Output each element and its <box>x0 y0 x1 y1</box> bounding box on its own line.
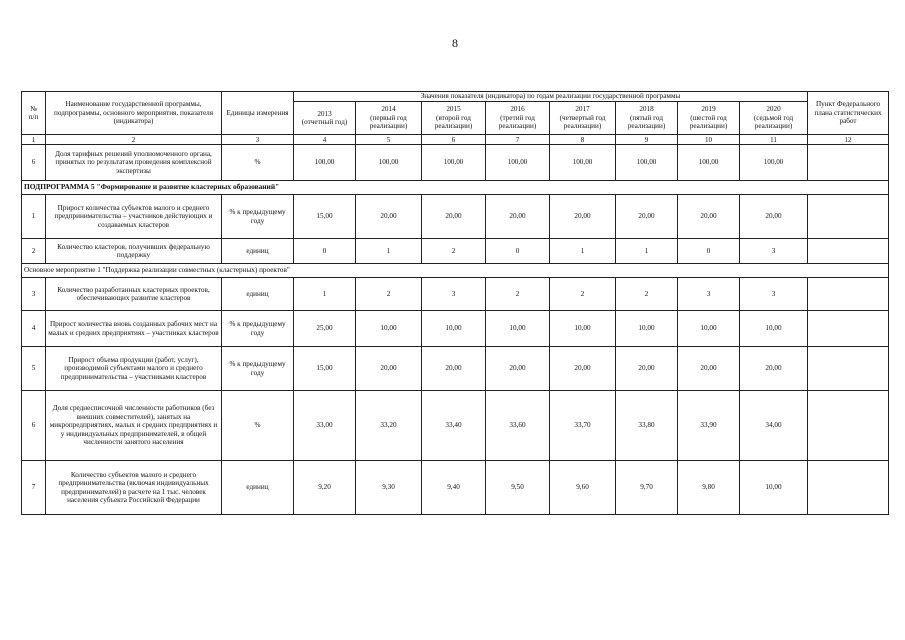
value-cell: 20,00 <box>616 195 678 239</box>
indicator-name: Прирост количества субъектов малого и среднего предпринимательства – участников действующих и создаваемых кластеров <box>46 195 222 239</box>
column-number: 1 <box>22 135 46 145</box>
header-year-7: 2019 (шестой год реализации) <box>678 102 740 135</box>
punkt-cell <box>808 145 889 181</box>
value-cell: 2 <box>356 278 422 311</box>
value-cell: 9,60 <box>550 461 616 515</box>
header-year-6: 2018 (пятый год реализации) <box>616 102 678 135</box>
column-number: 4 <box>294 135 356 145</box>
row-number: 7 <box>22 461 46 515</box>
section-title: ПОДПРОГРАММА 5 "Формирование и развитие кластерных образований" <box>22 181 889 195</box>
value-cell: 2 <box>616 278 678 311</box>
punkt-cell <box>808 278 889 311</box>
value-cell: 20,00 <box>740 195 808 239</box>
header-year-8: 2020 (седьмой год реализации) <box>740 102 808 135</box>
value-cell: 33,60 <box>486 391 550 461</box>
unit-cell: % к предыдущему году <box>222 311 294 347</box>
value-cell: 20,00 <box>550 195 616 239</box>
section-row <box>22 181 889 195</box>
value-cell: 33,90 <box>678 391 740 461</box>
unit-cell: единиц <box>222 239 294 264</box>
indicator-name: Количество субъектов малого и среднего предпринимательства (включая индивидуальных предпринимателей) в расчете на 1 тыс. человек населения субъекта Российской Федерации <box>46 461 222 515</box>
value-cell: 10,00 <box>616 311 678 347</box>
table-row <box>22 239 889 264</box>
value-cell: 100,00 <box>356 145 422 181</box>
value-cell: 9,20 <box>294 461 356 515</box>
value-cell: 10,00 <box>356 311 422 347</box>
value-cell: 2 <box>486 278 550 311</box>
value-cell: 20,00 <box>678 195 740 239</box>
value-cell: 33,70 <box>550 391 616 461</box>
indicators-table <box>21 91 889 515</box>
value-cell: 0 <box>486 239 550 264</box>
value-cell: 2 <box>550 278 616 311</box>
table-row <box>22 311 889 347</box>
table-row <box>22 145 889 181</box>
indicator-name: Прирост объема продукции (работ, услуг), производимой субъектами малого и среднего предпринимательства – участниками кластеров <box>46 347 222 391</box>
value-cell: 15,00 <box>294 195 356 239</box>
value-cell: 100,00 <box>616 145 678 181</box>
value-cell: 3 <box>740 278 808 311</box>
value-cell: 10,00 <box>422 311 486 347</box>
value-cell: 20,00 <box>356 195 422 239</box>
value-cell: 1 <box>356 239 422 264</box>
indicator-name: Доля среднесписочной численности работников (без внешних совместителей), занятых на микропредприятиях, малых и средних предприятиях и у индивидуальных предпринимателей, в общей численности занятого населения <box>46 391 222 461</box>
value-cell: 20,00 <box>678 347 740 391</box>
row-number: 2 <box>22 239 46 264</box>
punkt-cell <box>808 391 889 461</box>
value-cell: 10,00 <box>740 461 808 515</box>
indicator-name: Доля тарифных решений уполномоченного органа, принятых по результатам проведения комплексной экспертизы <box>46 145 222 181</box>
value-cell: 0 <box>678 239 740 264</box>
value-cell: 100,00 <box>678 145 740 181</box>
row-number: 4 <box>22 311 46 347</box>
value-cell: 9,40 <box>422 461 486 515</box>
column-number: 8 <box>550 135 616 145</box>
punkt-cell <box>808 195 889 239</box>
indicator-name: Прирост количества вновь созданных рабочих мест на малых и средних предприятиях – участниках кластеров <box>46 311 222 347</box>
value-cell: 33,80 <box>616 391 678 461</box>
value-cell: 20,00 <box>356 347 422 391</box>
header-values-title: Значения показателя (индикатора) по годам реализации государственной программы <box>294 92 808 102</box>
row-number: 6 <box>22 145 46 181</box>
header-name: Наименование государственной программы, подпрограммы, основного мероприятия, показателя (индикатора) <box>46 92 222 135</box>
value-cell: 10,00 <box>486 311 550 347</box>
column-number: 2 <box>46 135 222 145</box>
column-number: 10 <box>678 135 740 145</box>
value-cell: 33,40 <box>422 391 486 461</box>
table-row <box>22 195 889 239</box>
value-cell: 100,00 <box>740 145 808 181</box>
header-year-1: 2013 (отчетный год) <box>294 102 356 135</box>
value-cell: 20,00 <box>486 347 550 391</box>
value-cell: 33,20 <box>356 391 422 461</box>
header-num: № п/п <box>22 92 46 135</box>
value-cell: 9,80 <box>678 461 740 515</box>
value-cell: 1 <box>294 278 356 311</box>
punkt-cell <box>808 311 889 347</box>
punkt-cell <box>808 461 889 515</box>
subsection-title: Основное мероприятие 1 "Поддержка реализации совместных (кластерных) проектов" <box>22 264 889 278</box>
value-cell: 0 <box>294 239 356 264</box>
column-number: 11 <box>740 135 808 145</box>
value-cell: 100,00 <box>294 145 356 181</box>
column-number: 6 <box>422 135 486 145</box>
unit-cell: единиц <box>222 461 294 515</box>
row-number: 1 <box>22 195 46 239</box>
header-punkt: Пункт Федерального плана статистических работ <box>808 92 889 135</box>
value-cell: 3 <box>740 239 808 264</box>
indicator-name: Количество кластеров, получивших федеральную поддержку <box>46 239 222 264</box>
value-cell: 2 <box>422 239 486 264</box>
value-cell: 20,00 <box>486 195 550 239</box>
row-number: 3 <box>22 278 46 311</box>
value-cell: 15,00 <box>294 347 356 391</box>
table-row <box>22 278 889 311</box>
value-cell: 100,00 <box>486 145 550 181</box>
column-number: 12 <box>808 135 889 145</box>
punkt-cell <box>808 347 889 391</box>
value-cell: 34,00 <box>740 391 808 461</box>
value-cell: 10,00 <box>740 311 808 347</box>
value-cell: 20,00 <box>550 347 616 391</box>
column-number: 7 <box>486 135 550 145</box>
header-year-2: 2014 (первый год реализации) <box>356 102 422 135</box>
row-number: 6 <box>22 391 46 461</box>
unit-cell: % к предыдущему году <box>222 347 294 391</box>
unit-cell: единиц <box>222 278 294 311</box>
value-cell: 9,50 <box>486 461 550 515</box>
value-cell: 10,00 <box>678 311 740 347</box>
punkt-cell <box>808 239 889 264</box>
value-cell: 9,70 <box>616 461 678 515</box>
value-cell: 1 <box>616 239 678 264</box>
value-cell: 33,00 <box>294 391 356 461</box>
page-number: 8 <box>452 36 458 50</box>
value-cell: 100,00 <box>422 145 486 181</box>
unit-cell: % к предыдущему году <box>222 195 294 239</box>
subsection-row <box>22 264 889 278</box>
value-cell: 10,00 <box>550 311 616 347</box>
column-number: 9 <box>616 135 678 145</box>
header-year-4: 2016 (третий год реализации) <box>486 102 550 135</box>
unit-cell: % <box>222 391 294 461</box>
value-cell: 20,00 <box>740 347 808 391</box>
value-cell: 3 <box>422 278 486 311</box>
table-row <box>22 347 889 391</box>
column-number: 5 <box>356 135 422 145</box>
value-cell: 100,00 <box>550 145 616 181</box>
value-cell: 20,00 <box>422 347 486 391</box>
value-cell: 20,00 <box>616 347 678 391</box>
value-cell: 20,00 <box>422 195 486 239</box>
value-cell: 3 <box>678 278 740 311</box>
value-cell: 25,00 <box>294 311 356 347</box>
table-row <box>22 391 889 461</box>
header-unit: Единицы измерения <box>222 92 294 135</box>
column-number: 3 <box>222 135 294 145</box>
header-year-3: 2015 (второй год реализации) <box>422 102 486 135</box>
value-cell: 1 <box>550 239 616 264</box>
value-cell: 9,30 <box>356 461 422 515</box>
header-year-5: 2017 (четвертый год реализации) <box>550 102 616 135</box>
table-row <box>22 461 889 515</box>
indicator-name: Количество разработанных кластерных проектов, обеспечивающих развитие кластеров <box>46 278 222 311</box>
row-number: 5 <box>22 347 46 391</box>
unit-cell: % <box>222 145 294 181</box>
